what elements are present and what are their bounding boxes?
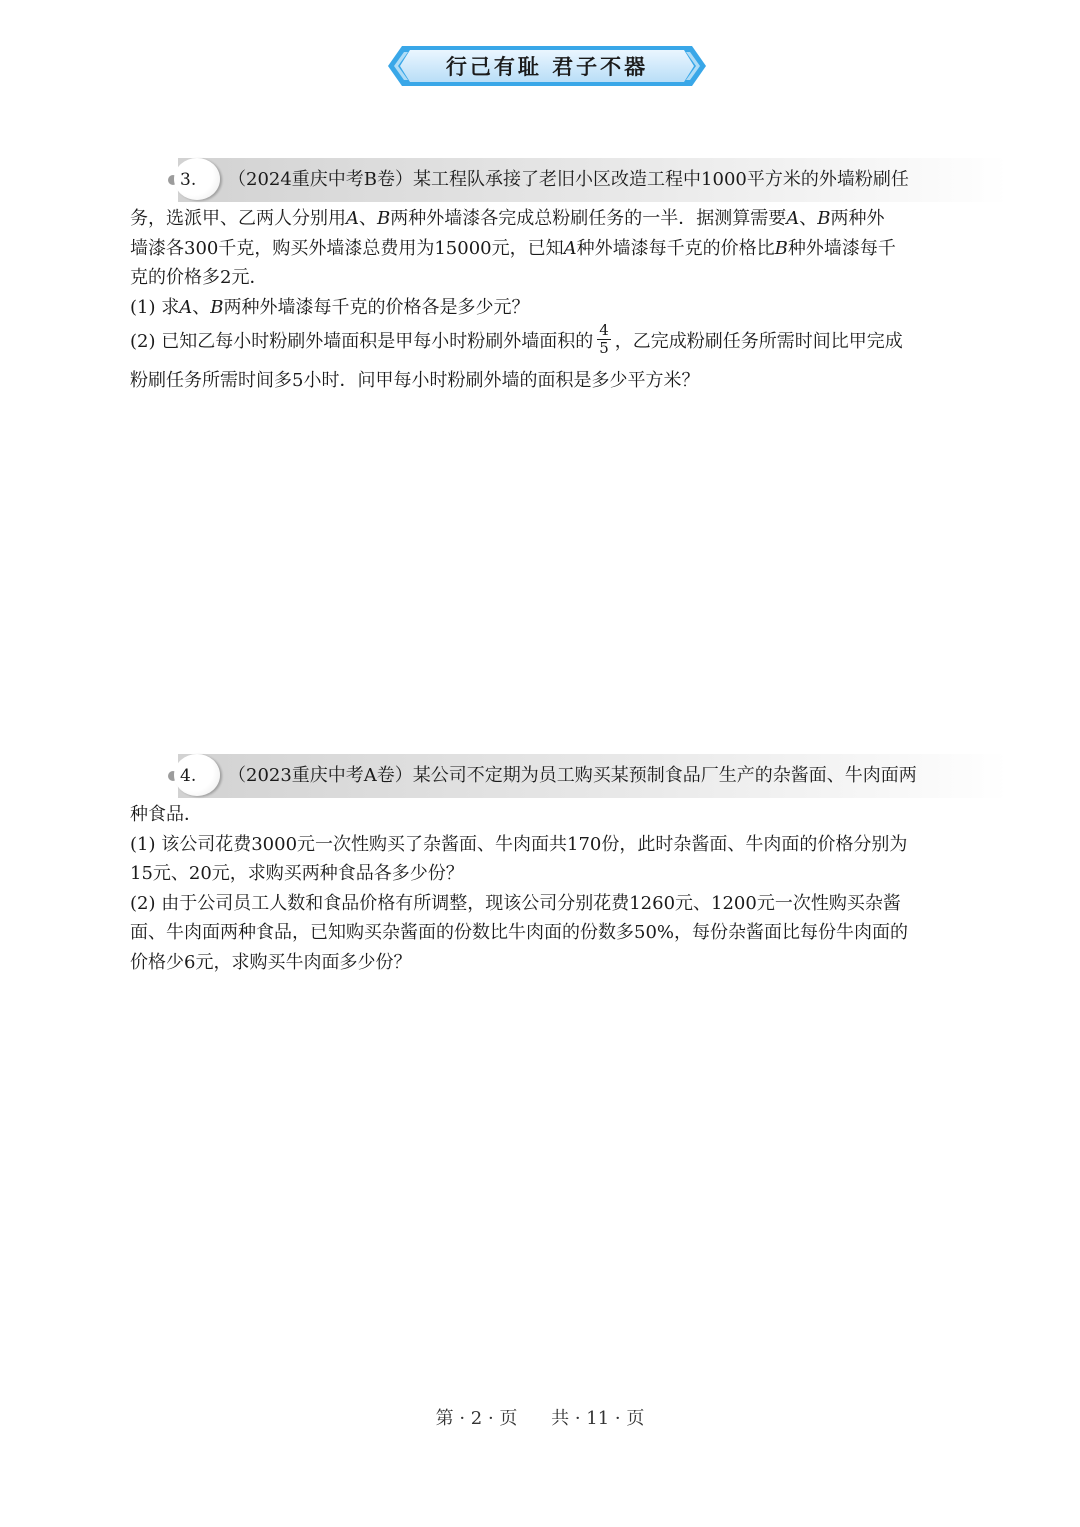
question-4-body [130, 800, 960, 977]
sub-question-2-line2: 粉刷任务所需时间多5小时．问甲每小时粉刷外墙的面积是多少平方米？ [130, 370, 700, 391]
question-number: 4. [180, 766, 197, 786]
body-line: 务，选派甲、乙两人分别用A、B两种外墙漆各完成总粉刷任务的一半．据测算需要A、B两种外 [130, 208, 885, 229]
question-3-header [168, 158, 1008, 202]
question-title: （2023重庆中考A卷）某公司不定期为员工购买某预制食品厂生产的杂酱面、牛肉面两 [228, 765, 917, 786]
body-line: 种食品． [130, 804, 202, 825]
body-line: 墙漆各300千克，购买外墙漆总费用为15000元，已知A种外墙漆每千克的价格比B种外墙漆每千 [130, 237, 896, 259]
page-total: 共 · 11 · 页 [551, 1408, 645, 1429]
body-line: 克的价格多2元． [130, 267, 268, 288]
header-banner [388, 46, 706, 86]
question-3-body [130, 204, 960, 322]
question-title: （2024重庆中考B卷）某工程队承接了老旧小区改造工程中1000平方米的外墙粉刷任 [228, 169, 909, 190]
question-4-header [168, 754, 1008, 798]
sub-question-1: (1) 求A、B两种外墙漆每千克的价格各是多少元？ [130, 296, 530, 318]
page-footer [0, 1404, 1080, 1430]
page-number: 第 · 2 · 页 [435, 1408, 518, 1429]
fraction-numerator: 4 [599, 320, 609, 339]
sub-question-2: (2) 已知乙每小时粉刷外墙面积是甲每小时粉刷外墙面积的 $\frac{4}{5}$ ，乙完成粉刷任务所需时间比甲完成 [130, 320, 903, 357]
body-line: 价格少6元，求购买牛肉面多少份？ [130, 951, 412, 973]
body-line: (1) 该公司花费3000元一次性购买了杂酱面、牛肉面共170份，此时杂酱面、牛肉面的价格分别为 [130, 833, 908, 855]
question-number: 3. [180, 170, 197, 190]
fraction-denominator: 5 [599, 338, 609, 357]
body-line: 面、牛肉面两种食品，已知购买杂酱面的份数比牛肉面的份数多50%，每份杂酱面比每份牛肉面的 [130, 922, 909, 943]
body-line: 15元、20元，求购买两种食品各多少份？ [130, 863, 464, 884]
body-line: (2) 由于公司员工人数和食品价格有所调整，现该公司分别花费1260元、1200元一次性购买杂酱 [130, 892, 901, 914]
fraction [597, 322, 611, 357]
banner-text: 行己有耻 君子不器 [445, 55, 649, 79]
